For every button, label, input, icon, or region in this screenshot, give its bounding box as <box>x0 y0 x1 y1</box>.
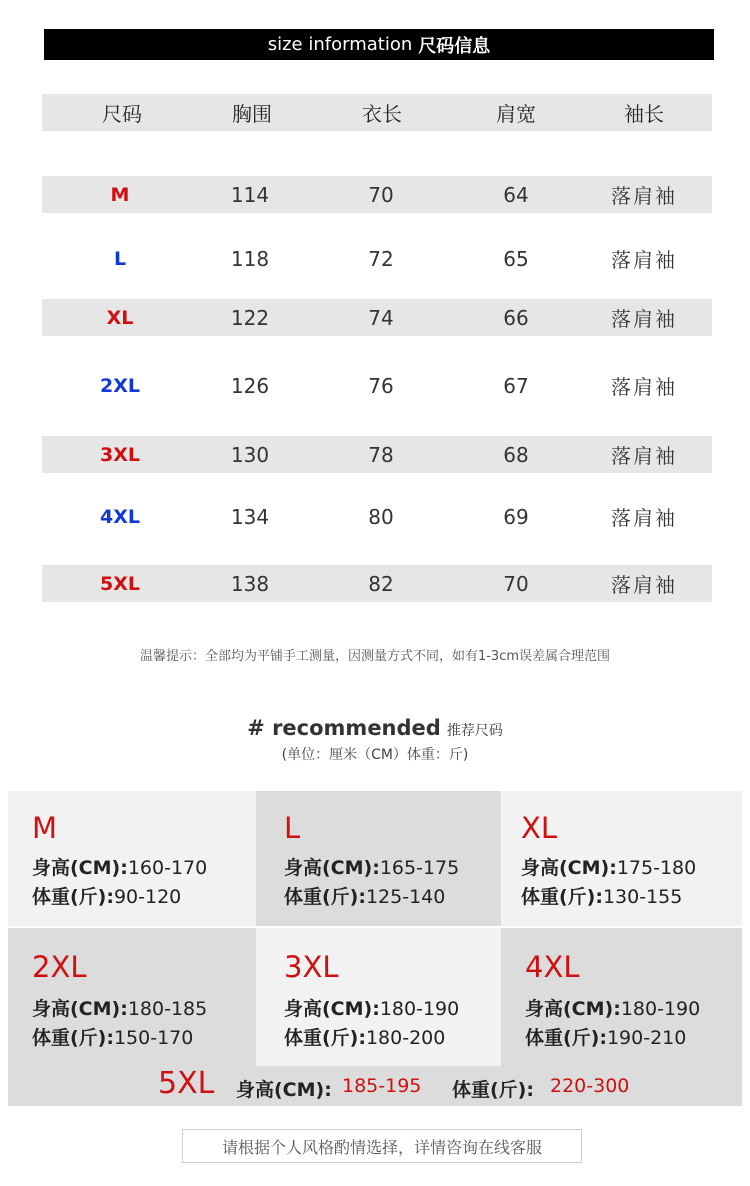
size-label: XL <box>106 306 134 329</box>
height-label: 身高(CM): <box>236 1079 332 1101</box>
height-label: 身高(CM): <box>521 857 617 879</box>
weight-label: 体重(斤): <box>32 886 114 908</box>
sleeve-value: 落肩袖 <box>611 248 677 272</box>
chest-value: 126 <box>230 373 270 398</box>
size-label: M <box>110 183 130 206</box>
height-line <box>525 994 700 1021</box>
height-label: 身高(CM): <box>32 857 128 879</box>
recommend-size: 5XL <box>158 1066 215 1101</box>
height-value: 160-170 <box>127 857 208 879</box>
recommended-subtitle: (单位：厘米（CM）体重：斤) <box>281 747 469 763</box>
length-value: 70 <box>368 182 394 207</box>
header-size: 尺码 <box>102 102 142 126</box>
sleeve-value: 落肩袖 <box>611 444 677 468</box>
size-label: 4XL <box>100 505 140 528</box>
recommend-card <box>256 928 501 1066</box>
shoulder-value: 67 <box>503 373 529 398</box>
chest-value: 130 <box>230 442 270 467</box>
height-value: 180-190 <box>379 998 460 1020</box>
recommend-row-5xl <box>8 1066 742 1106</box>
recommend-size: 4XL <box>525 950 580 984</box>
recommended-title-cn: 推荐尺码 <box>446 723 503 739</box>
weight-line <box>521 882 682 909</box>
recommend-card <box>8 928 256 1066</box>
weight-label: 体重(斤): <box>284 1027 366 1049</box>
height-label: 身高(CM): <box>525 998 621 1020</box>
table-header <box>42 94 712 131</box>
title-en: size information <box>267 34 413 55</box>
weight-value: 180-200 <box>365 1027 446 1049</box>
weight-line <box>525 1023 686 1050</box>
recommend-size: 3XL <box>284 950 339 984</box>
height-value: 180-185 <box>127 998 208 1020</box>
recommend-card <box>501 791 742 926</box>
weight-line <box>284 882 445 909</box>
chest-value: 138 <box>230 571 270 596</box>
recommend-size: M <box>32 811 58 845</box>
weight-label: 体重(斤): <box>452 1079 534 1101</box>
sleeve-value: 落肩袖 <box>611 375 677 399</box>
length-value: 82 <box>368 571 394 596</box>
footer-note: 请根据个人风格酌情选择，详情咨询在线客服 <box>182 1129 582 1163</box>
header-length: 衣长 <box>362 102 402 126</box>
recommend-size: XL <box>521 811 558 845</box>
recommend-size: L <box>284 811 301 845</box>
recommend-card <box>501 928 742 1066</box>
weight-value: 90-120 <box>113 886 182 908</box>
shoulder-value: 68 <box>503 442 529 467</box>
chest-value: 134 <box>230 504 270 529</box>
table-row <box>42 367 712 404</box>
header-chest: 胸围 <box>232 102 272 126</box>
height-value: 175-180 <box>616 857 697 879</box>
size-label: 3XL <box>100 443 140 466</box>
weight-label: 体重(斤): <box>284 886 366 908</box>
height-value: 180-190 <box>620 998 701 1020</box>
length-value: 76 <box>368 373 394 398</box>
sleeve-value: 落肩袖 <box>611 506 677 530</box>
recommend-card <box>256 791 501 926</box>
chest-value: 122 <box>230 305 270 330</box>
recommend-size: 2XL <box>32 950 87 984</box>
height-value: 165-175 <box>379 857 460 879</box>
chest-value: 114 <box>230 182 270 207</box>
height-line <box>32 994 207 1021</box>
weight-line <box>32 1023 193 1050</box>
shoulder-value: 65 <box>503 246 529 271</box>
sleeve-value: 落肩袖 <box>611 573 677 597</box>
height-line <box>32 853 207 880</box>
weight-line <box>284 1023 445 1050</box>
measurement-note: 温馨提示：全部均为平铺手工测量，因测量方式不同，如有1-3cm误差属合理范围 <box>139 649 611 664</box>
height-line <box>521 853 696 880</box>
weight-value: 220-300 <box>550 1075 630 1097</box>
weight-value: 150-170 <box>113 1027 194 1049</box>
height-label: 身高(CM): <box>284 998 380 1020</box>
weight-value: 125-140 <box>365 886 446 908</box>
length-value: 78 <box>368 442 394 467</box>
weight-line <box>32 882 181 909</box>
recommended-title <box>0 716 750 740</box>
height-value: 185-195 <box>342 1075 422 1097</box>
length-value: 72 <box>368 246 394 271</box>
title-cn: 尺码信息 <box>418 35 491 57</box>
size-label: 2XL <box>100 374 140 397</box>
weight-label: 体重(斤): <box>521 886 603 908</box>
recommend-card <box>8 791 256 926</box>
recommended-title-en: # recommended <box>247 716 441 740</box>
header-sleeve: 袖长 <box>624 102 664 126</box>
shoulder-value: 69 <box>503 504 529 529</box>
length-value: 74 <box>368 305 394 330</box>
table-row <box>42 176 712 213</box>
height-label: 身高(CM): <box>284 857 380 879</box>
height-label: 身高(CM): <box>32 998 128 1020</box>
sleeve-value: 落肩袖 <box>611 184 677 208</box>
weight-label: 体重(斤): <box>32 1027 114 1049</box>
chest-value: 118 <box>230 246 270 271</box>
weight-value: 190-210 <box>606 1027 687 1049</box>
header-shoulder: 肩宽 <box>496 102 536 126</box>
table-row <box>42 299 712 336</box>
table-row <box>42 565 712 602</box>
table-row <box>42 240 712 277</box>
size-label: 5XL <box>100 572 140 595</box>
height-line <box>284 994 459 1021</box>
height-line <box>284 853 459 880</box>
weight-label: 体重(斤): <box>525 1027 607 1049</box>
shoulder-value: 70 <box>503 571 529 596</box>
sleeve-value: 落肩袖 <box>611 307 677 331</box>
length-value: 80 <box>368 504 394 529</box>
shoulder-value: 66 <box>503 305 529 330</box>
size-label: L <box>113 247 127 270</box>
table-row <box>42 436 712 473</box>
shoulder-value: 64 <box>503 182 529 207</box>
table-row <box>42 498 712 535</box>
title-bar <box>44 29 714 60</box>
weight-value: 130-155 <box>602 886 683 908</box>
